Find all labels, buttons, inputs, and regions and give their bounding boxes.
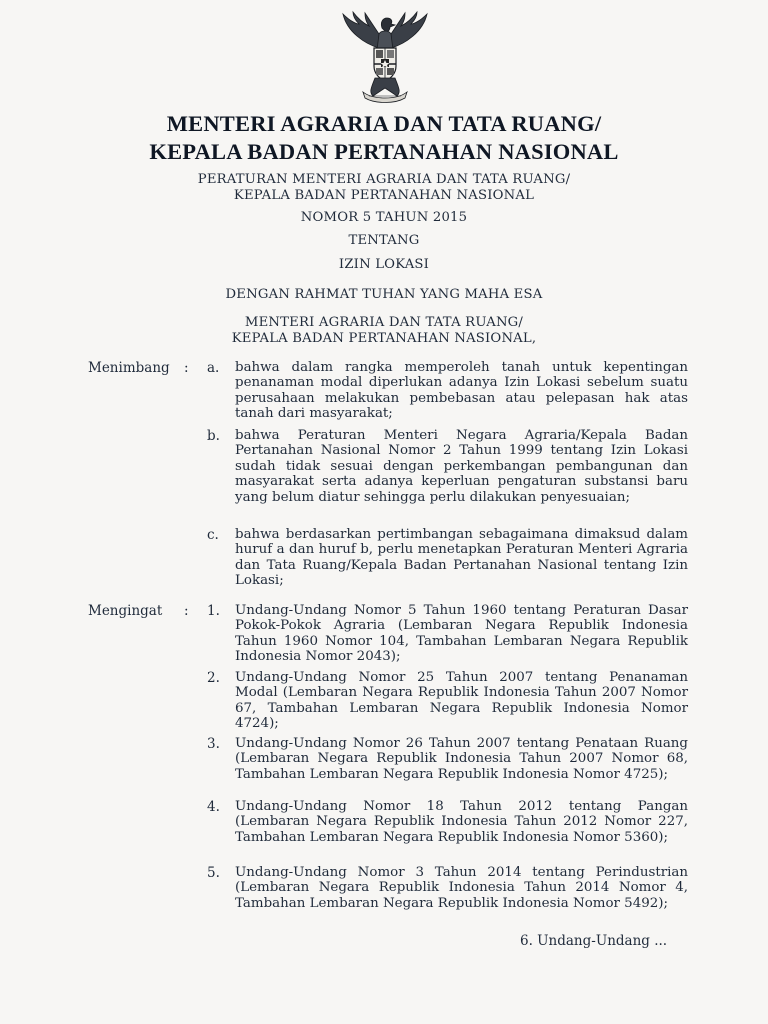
mengingat-label: Mengingat [88,603,163,619]
issuer-line-2: KEPALA BADAN PERTANAHAN NASIONAL, [231,331,537,346]
heading-line-1: MENTERI AGRARIA DAN TATA RUANG/ [166,111,602,136]
menimbang-item-a-text: bahwa dalam rangka memperoleh tanah untuk kepentingan penanaman modal diperlukan adanya Izin Lokasi sebelum suatu perusahaan melakukan pembebasan atau pelepasan hak atas tanah dari masyarakat; [235,360,688,422]
issuer-line-1: MENTERI AGRARIA DAN TATA RUANG/ [244,315,524,330]
mengingat-item-5-marker: 5. [207,865,220,881]
heading-line-2: KEPALA BADAN PERTANAHAN NASIONAL [149,139,619,164]
mengingat-item-4-text: Undang-Undang Nomor 18 Tahun 2012 tentang Pangan (Lembaran Negara Republik Indonesia Tahun 2012 Nomor 227, Tambahan Lembaran Negara Republik Indonesia Nomor 5360); [235,799,688,845]
menimbang-item-c-marker: c. [207,527,219,543]
menimbang-item-c-text: bahwa berdasarkan pertimbangan sebagaimana dimaksud dalam huruf a dan huruf b, perlu menetapkan Peraturan Menteri Agraria dan Tata Ruang/Kepala Badan Pertanahan Nasional tentang Izin Lokasi; [235,527,688,589]
mengingat-item-2-text: Undang-Undang Nomor 25 Tahun 2007 tentang Penanaman Modal (Lembaran Negara Republik Indonesia Tahun 2007 Nomor 67, Tambahan Lembaran Negara Republik Indonesia Nomor 4724); [235,670,688,732]
mengingat-item-1-text: Undang-Undang Nomor 5 Tahun 1960 tentang Peraturan Dasar Pokok-Pokok Agraria (Lembaran Negara Republik Indonesia Tahun 1960 Nomor 104, Tambahan Lembaran Negara Republik Indonesia Nomor 2043); [235,603,688,665]
mengingat-colon: : [184,603,189,619]
menimbang-item-b-marker: b. [207,428,220,444]
regulation-number: NOMOR 5 TAHUN 2015 [300,210,468,225]
page-catchword: 6. Undang-Undang ... [520,933,668,949]
mengingat-item-3-marker: 3. [207,736,220,752]
mengingat-item-1-marker: 1. [207,603,220,619]
mengingat-item-4-marker: 4. [207,799,220,815]
regulation-title-line-2: KEPALA BADAN PERTANAHAN NASIONAL [233,188,535,203]
mengingat-item-3-text: Undang-Undang Nomor 26 Tahun 2007 tentang Penataan Ruang (Lembaran Negara Republik Indonesia Tahun 2007 Nomor 68, Tambahan Lembaran Negara Republik Indonesia Nomor 4725); [235,736,688,782]
mengingat-item-5-text: Undang-Undang Nomor 3 Tahun 2014 tentang Perindustrian (Lembaran Negara Republik Indonesia Tahun 2014 Nomor 4, Tambahan Lembaran Negara Republik Indonesia Nomor 5492); [235,865,688,911]
mengingat-item-2-marker: 2. [207,670,220,686]
regulation-about: TENTANG [348,233,420,248]
menimbang-item-a-marker: a. [207,360,220,376]
regulation-title-line-1: PERATURAN MENTERI AGRARIA DAN TATA RUANG/ [197,172,571,187]
garuda-emblem-icon [335,8,435,108]
menimbang-item-b-text: bahwa Peraturan Menteri Negara Agraria/Kepala Badan Pertanahan Nasional Nomor 2 Tahun 1999 tentang Izin Lokasi sudah tidak sesuai dengan perkembangan pembangunan dan masyarakat serta adanya keperluan pengaturan substansi baru yang belum diatur sehingga perlu dilakukan penyesuaian; [235,428,688,505]
regulation-subject: IZIN LOKASI [338,257,430,272]
menimbang-label: Menimbang [88,360,170,376]
invocation: DENGAN RAHMAT TUHAN YANG MAHA ESA [225,287,543,302]
menimbang-colon: : [184,360,189,376]
